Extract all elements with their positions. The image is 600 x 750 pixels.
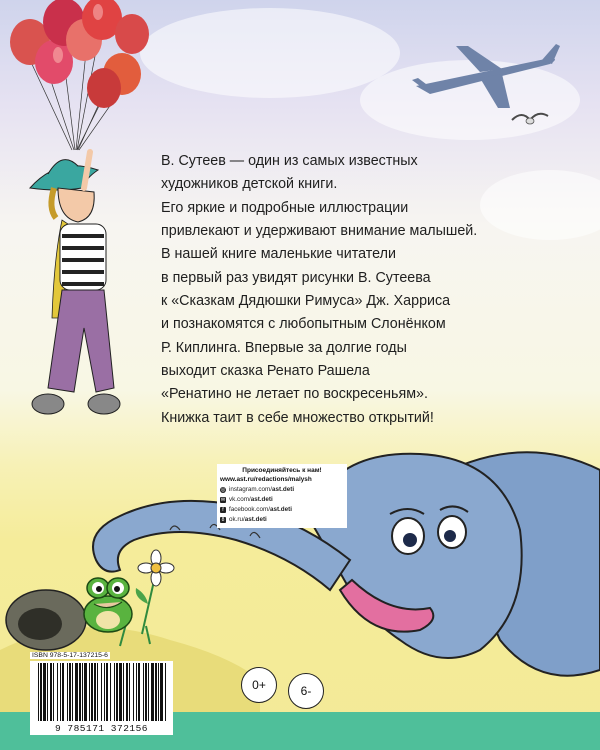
- instagram-link[interactable]: [220, 485, 344, 495]
- description-line: в первый раз увидят рисунки В. Сутеева: [161, 269, 431, 286]
- balloons-icon: [0, 0, 160, 170]
- ok-handle: ast.deti: [244, 516, 267, 523]
- vk-prefix: vk.com/: [229, 496, 251, 503]
- description-line: В нашей книге маленькие читатели: [161, 246, 396, 263]
- seagull-icon: [510, 108, 550, 130]
- description-line: Р. Киплинга. Впервые за долгие годы: [161, 339, 407, 356]
- instagram-handle: ast.deti: [272, 486, 295, 493]
- facebook-prefix: facebook.com/: [229, 506, 270, 513]
- description-line: художников детской книги.: [161, 176, 338, 193]
- facebook-icon: f: [220, 507, 226, 513]
- isbn-text: ISBN 978-5-17-137215-6: [32, 652, 108, 659]
- barcode-digits: 9 785171 372156: [30, 723, 173, 735]
- publisher-site-link[interactable]: www.ast.ru/redactions/malysh: [220, 476, 312, 483]
- join-us-heading: Присоединяйтесь к нам!: [242, 467, 322, 474]
- ok-link[interactable]: [220, 515, 344, 525]
- instagram-prefix: instagram.com/: [229, 486, 273, 493]
- boy-icon: [18, 148, 128, 438]
- flower-icon: [130, 548, 180, 638]
- airplane-icon: [410, 42, 560, 112]
- barcode-bars: [30, 663, 173, 723]
- description-line: «Ренатино не летает по воскресеньям».: [161, 386, 428, 403]
- instagram-icon: ◎: [220, 487, 226, 493]
- description-line: выходит сказка Ренато Рашела: [161, 363, 370, 380]
- description-line: Его яркие и подробные иллюстрации: [161, 199, 409, 216]
- ok-prefix: ok.ru/: [229, 516, 245, 523]
- description-line: В. Сутеев — один из самых известных: [161, 153, 418, 169]
- vk-link[interactable]: [220, 495, 344, 505]
- facebook-link[interactable]: [220, 505, 344, 515]
- cloud-shape: [140, 8, 400, 98]
- description-line: привлекают и удерживают внимание малышей.: [161, 223, 478, 240]
- description-line: Книжка таит в себе множество открытий!: [161, 409, 434, 426]
- vk-icon: ✉: [220, 497, 226, 503]
- age-rating-badge: 0+: [241, 667, 277, 703]
- vk-handle: ast.deti: [250, 496, 273, 503]
- description-line: к «Сказкам Дядюшки Римуса» Дж. Харриса: [161, 293, 451, 310]
- book-description: [161, 150, 478, 430]
- facebook-handle: ast.deti: [269, 506, 292, 513]
- ok-icon: 8: [221, 517, 225, 523]
- age-group-badge: 6-: [288, 673, 324, 709]
- barcode: [30, 661, 173, 735]
- cloud-shape: [480, 170, 600, 240]
- publisher-social-box: [217, 464, 347, 528]
- description-line: и познакомятся с любопытным Слонёнком: [161, 316, 446, 333]
